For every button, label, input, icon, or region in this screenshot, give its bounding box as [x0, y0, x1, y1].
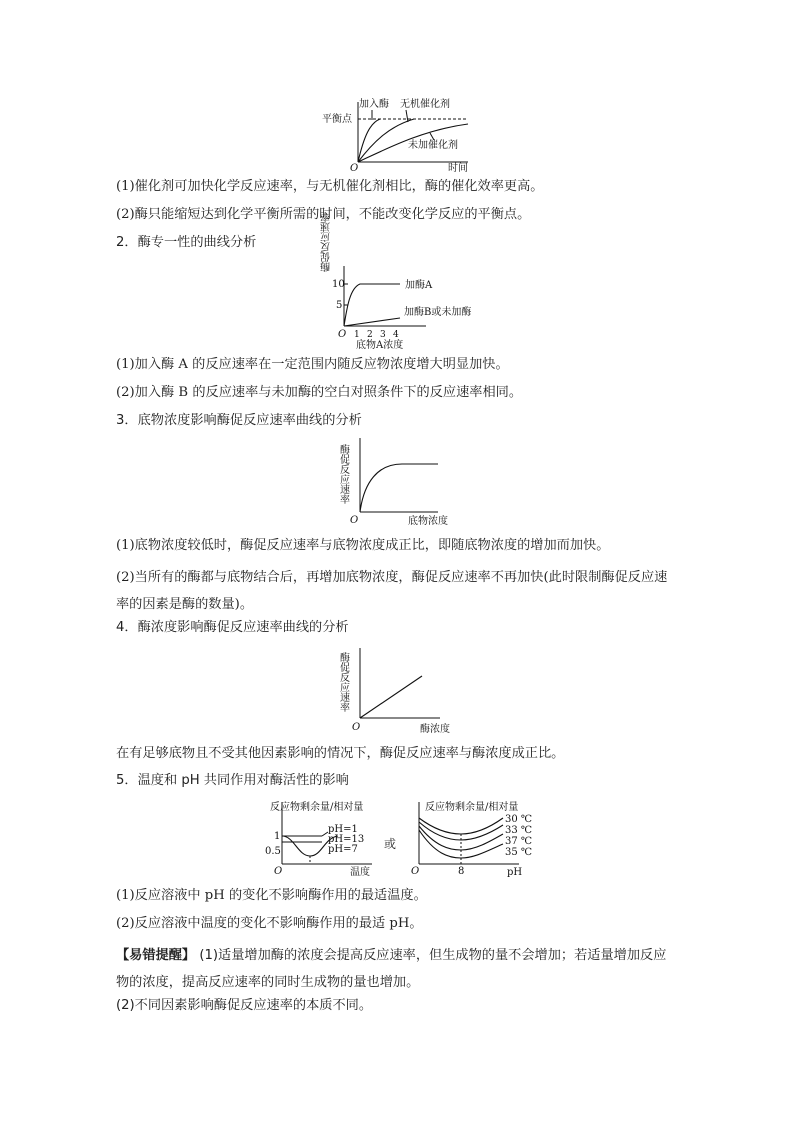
paragraph: (2)反应溶液中温度的变化不影响酶作用的最适 pH。: [116, 916, 423, 931]
series-label-a: 加酶A: [405, 280, 433, 291]
figure-ph-temperature: [411, 798, 545, 878]
y-tick-label: 10: [332, 279, 345, 290]
figure-catalysis-curves: [318, 96, 478, 172]
paragraph: (2)酶只能缩短达到化学平衡所需的时间，不能改变化学反应的平衡点。: [116, 207, 531, 222]
y-tick-label: 0.5: [265, 846, 281, 857]
origin-label: O: [350, 163, 359, 174]
paragraph: (1)底物浓度较低时，酶促反应速率与底物浓度成正比，即随底物浓度的增加而加快。: [116, 538, 610, 553]
y-tick-label: 5: [336, 300, 343, 311]
label-uncatalyzed: 未加催化剂: [408, 140, 458, 151]
x-axis-label: 底物浓度: [408, 516, 448, 527]
legend-label: pH=13: [328, 834, 365, 845]
x-axis-label: 底物A浓度: [356, 340, 404, 351]
y-axis-label: 酶促反应速率: [337, 444, 349, 504]
x-axis-label: pH: [507, 867, 523, 878]
section-heading: 2．酶专一性的曲线分析: [116, 235, 257, 250]
x-axis-label: 温度: [350, 867, 370, 878]
paragraph: (2)加入酶 B 的反应速率与未加酶的空白对照条件下的反应速率相同。: [116, 385, 523, 400]
series-enzyme-b: [344, 318, 400, 326]
x-tick-label: 2: [367, 330, 373, 340]
section-heading: 5．温度和 pH 共同作用对酶活性的影响: [116, 773, 349, 788]
enzyme-concentration-line: [360, 676, 422, 718]
paragraph: (1)反应溶液中 pH 的变化不影响酶作用的最适温度。: [116, 888, 427, 903]
figure-enzyme-concentration-line: [337, 644, 470, 738]
section-heading: 4．酶浓度影响酶促反应速率曲线的分析: [116, 620, 349, 635]
legend-label: 37 ℃: [505, 836, 533, 847]
origin-label: O: [352, 722, 361, 733]
inorganic-pointer: [406, 110, 408, 122]
or-text: 或: [384, 837, 397, 851]
y-axis-label: 反应物剩余量/相对量: [425, 802, 519, 813]
error-tip-paragraph: [116, 942, 676, 996]
x-tick-label: 8: [458, 866, 465, 877]
error-tip-text: (1)适量增加酶的浓度会提高反应速率，但生成物的量不会增加；若适量增加反应物的浓度，提高反应速率的同时生成物的量也增加。: [116, 948, 667, 990]
uncatalyzed-pointer: [430, 133, 434, 140]
substrate-curve: [360, 464, 438, 512]
y-axis-label: 反应物剩余量/相对量: [270, 802, 364, 813]
paragraph: (1)加入酶 A 的反应速率在一定范围内随反应物浓度增大明显加快。: [116, 357, 509, 372]
x-tick-label: 1: [354, 330, 360, 340]
label-equilibrium: 平衡点: [322, 114, 352, 125]
x-tick-label: 4: [393, 330, 399, 340]
origin-label: O: [411, 866, 420, 877]
paragraph: (1)催化剂可加快化学反应速率，与无机催化剂相比，酶的催化效率更高。: [116, 179, 544, 194]
legend-label: pH=7: [328, 844, 358, 855]
origin-label: O: [338, 329, 347, 340]
section-heading: 3．底物浓度影响酶促反应速率曲线的分析: [116, 413, 362, 428]
error-tip-label: 【易错提醒】: [116, 948, 196, 963]
y-tick-label: 1: [274, 831, 281, 842]
curve-33c: [419, 822, 503, 840]
legend-label: 33 ℃: [505, 825, 533, 836]
y-axis-label: 酶促反应速率: [321, 212, 333, 272]
paragraph: 在有足够底物且不受其他因素影响的情况下，酶促反应速率与酶浓度成正比。: [116, 746, 565, 761]
origin-label: O: [350, 515, 359, 526]
paragraph: (2)不同因素影响酶促反应速率的本质不同。: [116, 998, 373, 1013]
series-label-b: 加酶B或未加酶: [404, 307, 472, 318]
figure-temperature-ph: [262, 798, 382, 878]
legend-label: 30 ℃: [505, 814, 533, 825]
y-axis-label: 酶促反应速率: [337, 652, 349, 712]
figure-specificity-curves: [314, 212, 484, 351]
paragraph: (2)当所有的酶都与底物结合后，再增加底物浓度，酶促反应速率不再加快(此时限制酶促反应速率的因素是酶的数量)。: [116, 570, 668, 612]
legend-label: pH=1: [328, 824, 358, 835]
label-inorganic-catalyst: 无机催化剂: [400, 99, 450, 110]
x-tick-label: 3: [380, 330, 386, 340]
x-axis-label: 酶浓度: [420, 724, 450, 735]
x-axis-label: 时间: [448, 163, 468, 174]
figure-substrate-curve: [337, 434, 470, 530]
legend-label: 35 ℃: [505, 847, 533, 858]
label-added-enzyme: 加入酶: [359, 99, 389, 110]
origin-label: O: [274, 866, 283, 877]
